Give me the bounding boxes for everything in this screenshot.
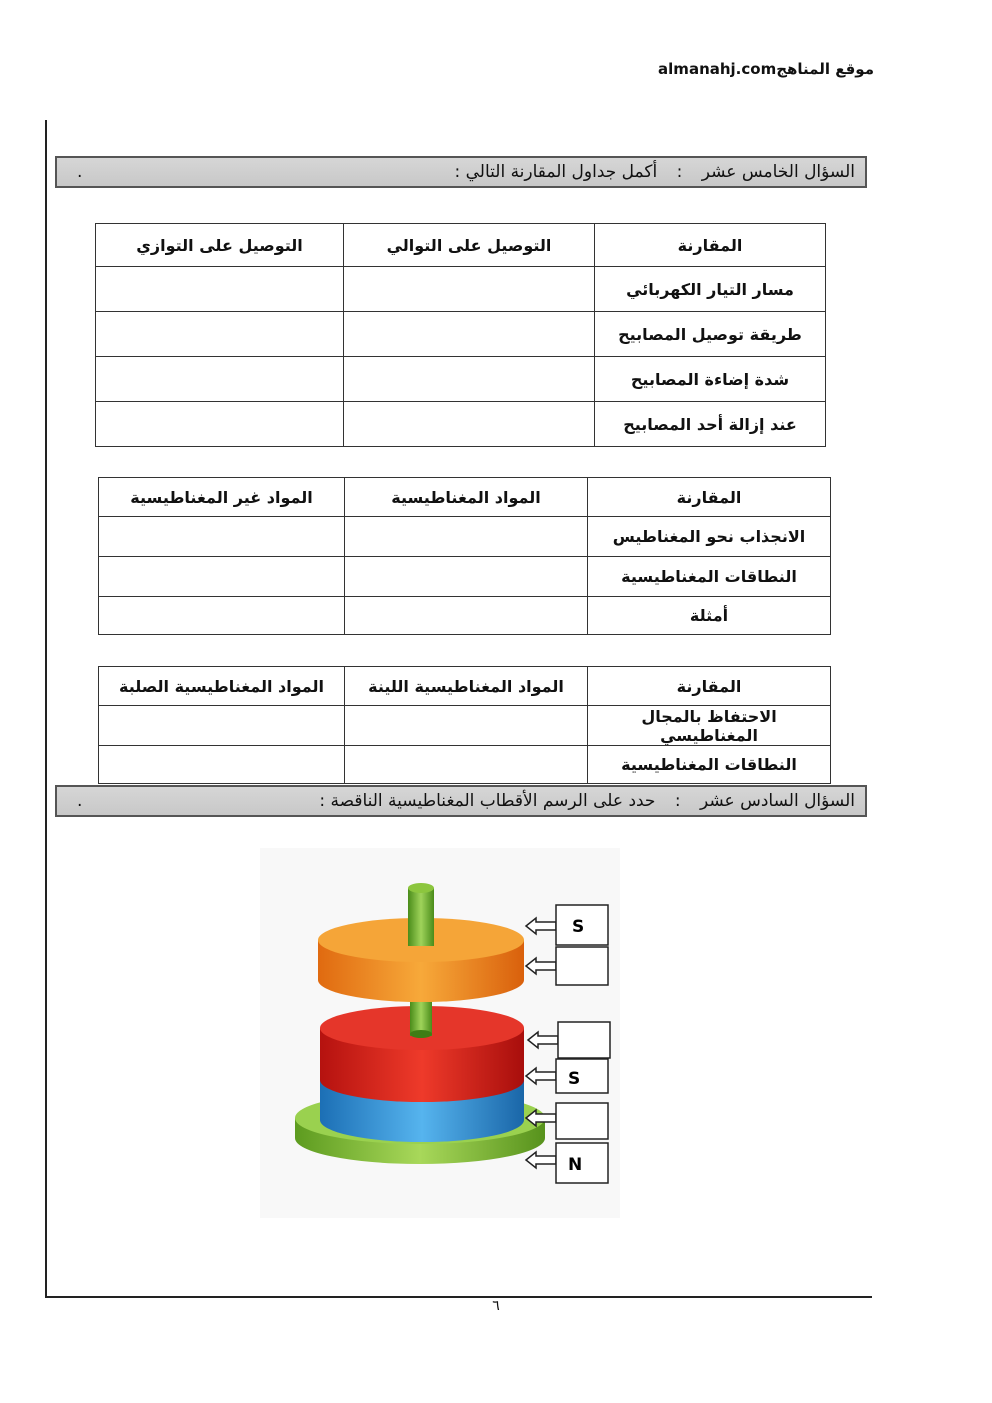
table3-cell[interactable] (99, 706, 345, 746)
table2-header-nonmagnetic: المواد غير المغناطيسية (99, 478, 345, 517)
question-16-label: السؤال السادس عشر (700, 791, 855, 811)
page-frame-left (45, 120, 47, 1298)
table2-cell[interactable] (99, 557, 345, 597)
table1-cell[interactable] (96, 312, 344, 357)
question-16-text: حدد على الرسم الأقطاب المغناطيسية الناقصة : (319, 791, 656, 811)
table1-cell[interactable] (344, 402, 595, 447)
table1-cell[interactable] (96, 357, 344, 402)
table2-row-label: الانجذاب نحو المغناطيس (588, 517, 831, 557)
table-magnetic-nonmagnetic (98, 477, 831, 635)
table1-row-label: عند إزالة أحد المصابيح (595, 402, 826, 447)
table2-row-label: النطاقات المغناطيسية (588, 557, 831, 597)
table2-cell[interactable] (99, 517, 345, 557)
table1-header-comparison: المقارنة (595, 224, 826, 267)
table3-header-hard: المواد المغناطيسية الصلبة (99, 667, 345, 706)
table3-header-comparison: المقارنة (588, 667, 831, 706)
top-rod (408, 883, 434, 946)
question-15-label: السؤال الخامس عشر (701, 162, 855, 182)
site-watermark: almanahj.comموقع المناهج (658, 60, 874, 78)
page-number: ٦ (492, 1298, 500, 1314)
table2-cell[interactable] (99, 597, 345, 635)
table2-cell[interactable] (345, 597, 588, 635)
table2-header-magnetic: المواد المغناطيسية (345, 478, 588, 517)
table3-row-label: الاحتفاظ بالمجال المغناطيسي (588, 706, 831, 746)
table1-header-parallel: التوصيل على التوازي (96, 224, 344, 267)
question-16-sep: : (674, 791, 681, 811)
table3-cell[interactable] (345, 746, 588, 784)
table3-row-label: النطاقات المغناطيسية (588, 746, 831, 784)
question-15-text: أكمل جداول المقارنة التالي : (454, 162, 658, 182)
magnet-stack-figure (260, 848, 620, 1218)
question-15-sep: : (676, 162, 683, 182)
table2-header-comparison: المقارنة (588, 478, 831, 517)
table1-header-series: التوصيل على التوالي (344, 224, 595, 267)
table1-cell[interactable] (344, 357, 595, 402)
pole-label-1: S (572, 917, 585, 937)
table1-cell[interactable] (344, 312, 595, 357)
question-15-dot: . (77, 162, 83, 182)
table1-cell[interactable] (96, 402, 344, 447)
pole-label-4: S (568, 1069, 581, 1089)
table2-cell[interactable] (345, 557, 588, 597)
question-16-dot: . (77, 791, 83, 811)
question-16-bar (55, 785, 867, 817)
table1-row-label: شدة إضاءة المصابيح (595, 357, 826, 402)
table2-row-label: أمثلة (588, 597, 831, 635)
pole-label-6: N (568, 1155, 583, 1175)
table3-cell[interactable] (345, 706, 588, 746)
table-series-parallel (95, 223, 826, 447)
table1-cell[interactable] (96, 267, 344, 312)
table1-row-label: مسار التيار الكهربائي (595, 267, 826, 312)
question-15-bar (55, 156, 867, 188)
table1-row-label: طريقة توصيل المصابيح (595, 312, 826, 357)
table-soft-hard-magnetic (98, 666, 831, 784)
table3-header-soft: المواد المغناطيسية اللينة (345, 667, 588, 706)
table3-cell[interactable] (99, 746, 345, 784)
table1-cell[interactable] (344, 267, 595, 312)
table2-cell[interactable] (345, 517, 588, 557)
